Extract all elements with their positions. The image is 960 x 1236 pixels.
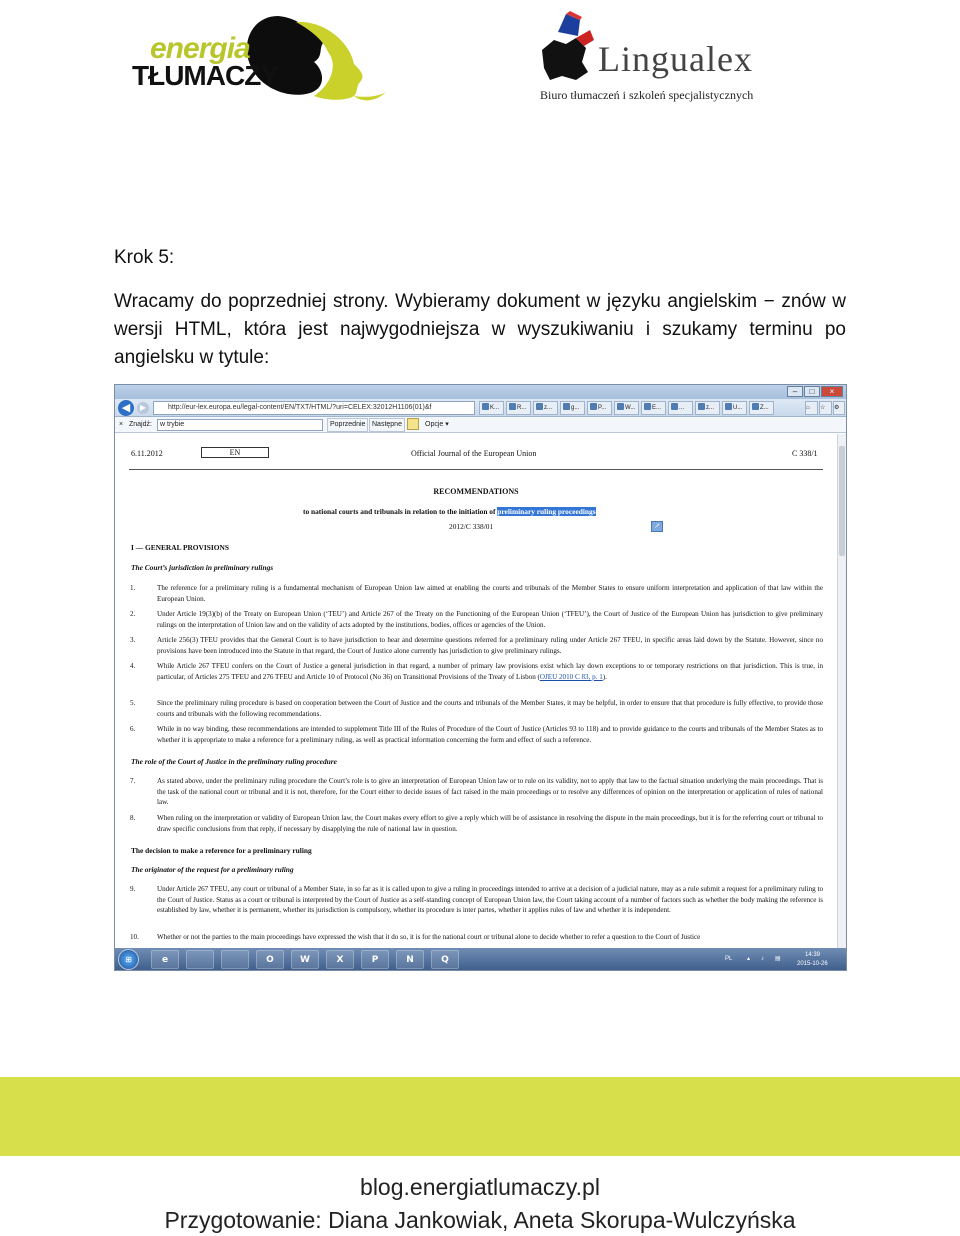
star-icon[interactable]: ☆: [819, 401, 832, 415]
item-number: 5.: [130, 699, 136, 707]
list-item: [131, 661, 823, 682]
document-page: [115, 434, 837, 948]
subheading-jurisdiction: The Court’s jurisdiction in preliminary rulings: [131, 563, 274, 572]
minimize-icon[interactable]: –: [787, 386, 803, 397]
network-icon[interactable]: ▤: [775, 956, 781, 962]
browser-tab[interactable]: [722, 401, 747, 415]
item-text: While Article 267 TFEU confers on the Court of Justice a general jurisdiction in that regard, a number of primary law provisions exist which lay down exceptions to or temporary restrictions on that jurisdiction. This is true, in particular, of Articles 275 TFEU and 276 TFEU and Article 10 of Protocol (No 36) on Transitional Provisions of the Treaty of Lisbon (: [157, 662, 823, 681]
tab-label: W...: [625, 405, 636, 411]
search-highlight: preliminary ruling proceedings: [497, 507, 596, 516]
speaker-icon[interactable]: ♪: [761, 956, 764, 962]
instruction-paragraph: Wracamy do poprzedniej strony. Wybieramy dokument w języku angielskim − znów w wersji HTML, która jest najwygodniejsza w wyszukiwaniu i szukamy terminu po angielsku w tytule:: [114, 291, 846, 368]
doc-lang-box: EN: [201, 447, 269, 458]
doc-date: 6.11.2012: [131, 449, 163, 458]
tab-favicon-icon: [590, 403, 597, 410]
map-flag-icon: [536, 10, 596, 86]
tab-favicon-icon: [617, 403, 624, 410]
logo-word-lingualex: Lingualex: [598, 39, 753, 79]
tab-label: z...: [544, 405, 553, 411]
tray-arrow-icon[interactable]: ▴: [747, 956, 751, 962]
item-number: 8.: [130, 814, 136, 822]
tab-label: P...: [598, 405, 607, 411]
list-item: [131, 698, 823, 719]
doc-heading: RECOMMENDATIONS: [433, 487, 519, 496]
item-text: Article 256(3) TFEU provides that the General Court is to have jurisdiction to hear and determine questions referred for a preliminary ruling under Article 267 TFEU, in specific areas laid down by the Statute. However, since no provisions have been introduced into the Statute in that regard, the Court of Justice alone currently has jurisdiction to give preliminary rulings.: [157, 636, 823, 655]
footer-band: [0, 1077, 960, 1156]
doc-number: 2012/C 338/01: [449, 522, 494, 531]
tray-date[interactable]: 2015-10-26: [797, 961, 828, 967]
vertical-scrollbar[interactable]: [837, 434, 846, 948]
subheading-originator: The originator of the request for a preliminary ruling: [131, 865, 294, 874]
item-number: 1.: [130, 584, 136, 592]
maximize-icon[interactable]: □: [804, 386, 820, 397]
find-input[interactable]: w trybie: [157, 419, 323, 431]
doc-rule: [129, 469, 823, 470]
item-text: Under Article 267 TFEU, any court or tribunal of a Member State, in so far as it is called upon to give a ruling in proceedings intended to arrive at a decision of a judicial nature, may as a rule submit a request for a preliminary ruling to the Court of Justice. Status as a court or tribunal is interpreted by the Court of Justice as a self-standing concept of European Union law, the Court taking account of a number of factors such as whether the body making the reference is established by law, whether it is permanent, whether its jurisdiction is compulsory, whether its procedure is inter partes, whether it applies rules of law and whether it is independent.: [157, 885, 823, 915]
list-item: [131, 884, 823, 916]
tab-label: R...: [517, 405, 527, 411]
tab-favicon-icon: [536, 403, 543, 410]
lingualex-logo: [536, 10, 782, 106]
tab-favicon-icon: [725, 403, 732, 410]
item-number: 3.: [130, 636, 136, 644]
ie-icon[interactable]: e: [151, 950, 179, 969]
logo-word-tlumaczy: TŁUMACZY: [132, 60, 278, 91]
browser-tab[interactable]: [695, 401, 720, 415]
accelerator-icon[interactable]: ↗: [651, 521, 663, 532]
logo-word-energia: energia: [150, 32, 250, 65]
back-arrow-icon[interactable]: ◀: [118, 400, 134, 416]
item-number: 7.: [130, 777, 136, 785]
find-label: Znajdź:: [129, 421, 152, 428]
tab-label: z...: [706, 405, 715, 411]
browser-tab[interactable]: [479, 401, 504, 415]
tab-favicon-icon: [671, 403, 678, 410]
ojeu-link[interactable]: OJEU 2010 C 83, p. 1: [539, 672, 603, 681]
tab-label: g...: [571, 405, 580, 411]
item-number: 4.: [130, 662, 136, 670]
tray-language[interactable]: PL: [725, 956, 733, 962]
doc-subtitle-text: to national courts and tribunals in relation to the initiation of: [303, 507, 498, 516]
start-button-icon[interactable]: ⊞: [118, 949, 139, 970]
item-number: 6.: [130, 725, 136, 733]
doc-subtitle: [303, 507, 596, 516]
close-icon[interactable]: ×: [821, 386, 843, 397]
address-bar-row: [115, 399, 846, 417]
list-item: [131, 932, 823, 943]
browser-tab[interactable]: [506, 401, 531, 415]
tray-time[interactable]: 14:39: [805, 952, 821, 958]
tab-favicon-icon: [563, 403, 570, 410]
browser-tab[interactable]: [533, 401, 558, 415]
list-item: [131, 609, 823, 630]
window-titlebar: [115, 385, 846, 399]
excel-icon[interactable]: X: [326, 950, 354, 969]
browser-tab[interactable]: [641, 401, 666, 415]
credits: Przygotowanie: Diana Jankowiak, Aneta Skorupa-Wulczyńska: [164, 1207, 796, 1233]
browser-tab[interactable]: [614, 401, 639, 415]
powerpoint-icon[interactable]: P: [361, 950, 389, 969]
list-item: [131, 776, 823, 808]
find-options-label: Opcje: [425, 421, 444, 428]
tab-favicon-icon: [509, 403, 516, 410]
list-item: [131, 635, 823, 656]
subheading-decision: The decision to make a reference for a preliminary ruling: [131, 846, 312, 855]
browser-tab[interactable]: [668, 401, 693, 415]
item-text-end: ).: [602, 672, 607, 681]
item-number: 2.: [130, 610, 136, 618]
item-number: 9.: [130, 885, 136, 893]
tab-favicon-icon: [698, 403, 705, 410]
item-text: The reference for a preliminary ruling is a fundamental mechanism of European Union law aimed at enabling the courts and tribunals of the Member States to ensure uniform interpretation and application of that law within the European Union.: [157, 584, 823, 603]
windows-taskbar: [115, 948, 846, 971]
forward-arrow-icon[interactable]: ▶: [137, 402, 149, 414]
tab-label: U...: [733, 405, 743, 411]
find-close-icon[interactable]: ×: [119, 421, 124, 428]
list-item: [131, 583, 823, 604]
item-text: Whether or not the parties to the main proceedings have expressed the wish that it do so, it is for the national court or tribunal alone to decide whether to refer a question to the Court of Justice: [157, 933, 701, 941]
system-tray: [721, 950, 843, 969]
doc-ref: C 338/1: [792, 449, 818, 458]
home-icon[interactable]: ⌂: [805, 401, 818, 415]
find-options-button[interactable]: Opcje ▾: [425, 421, 449, 428]
tab-label: Z...: [760, 405, 769, 411]
browser-screenshot: [114, 384, 847, 971]
app-icon[interactable]: Q: [431, 950, 459, 969]
tab-favicon-icon: [644, 403, 651, 410]
word-icon[interactable]: W: [291, 950, 319, 969]
item-text: Since the preliminary ruling procedure is based on cooperation between the Court of Justice and the courts and tribunals of the Member States, it may be helpful, in order to ensure that that procedure is fully effective, to provide those courts and tribunals with the following recommendations.: [157, 699, 823, 718]
item-text: Under Article 19(3)(b) of the Treaty on European Union (‘TEU’) and Article 267 of the Treaty on the Functioning of the European Union (‘TFEU’), the Court of Justice of the European Union has jurisdiction to give preliminary rulings on the interpretation of Union law and on the validity of acts adopted by the institutions, bodies, offices or agencies of the Union.: [157, 610, 823, 629]
url-field[interactable]: http://eur-lex.europa.eu/legal-content/EN/TXT/HTML/?uri=CELEX:32012H1106(01)&f: [153, 401, 475, 415]
list-item: [131, 813, 823, 834]
explorer-icon[interactable]: [186, 950, 214, 969]
tab-label: ...: [679, 405, 685, 411]
item-text: When ruling on the interpretation or validity of European Union law, the Court makes every effort to give a reply which will be of assistance in resolving the dispute in the main proceedings, but it is for the referring court or tribunal to draw specific conclusions from that reply, if necessary by disapplying the rule of national law in question.: [157, 814, 823, 833]
item-text: While in no way binding, these recommendations are intended to supplement Title III of the Rules of Procedure of the Court of Justice (Articles 93 to 118) and to provide guidance to the courts and tribunals of the Member States as to whether it is appropriate to make a reference for a preliminary ruling, as well as practical information concerning the form and effect of such a reference.: [157, 725, 823, 744]
highlight-icon[interactable]: [407, 418, 419, 430]
onenote-icon[interactable]: N: [396, 950, 424, 969]
outlook-icon[interactable]: O: [256, 950, 284, 969]
step-label: Krok 5:: [114, 247, 175, 268]
browser-tab[interactable]: [587, 401, 612, 415]
find-bar: [115, 417, 846, 433]
list-item: [131, 724, 823, 745]
gear-icon[interactable]: ⚙: [833, 401, 845, 415]
doc-journal: Official Journal of the European Union: [411, 449, 537, 458]
scrollbar-thumb[interactable]: [839, 446, 845, 556]
section-general-provisions: I — GENERAL PROVISIONS: [131, 543, 229, 552]
subheading-role: The role of the Court of Justice in the preliminary ruling procedure: [131, 757, 337, 766]
item-number: 10.: [130, 933, 139, 941]
tab-favicon-icon: [482, 403, 489, 410]
item-text: As stated above, under the preliminary ruling procedure the Court’s role is to give an interpretation of European Union law or to rule on its validity, not to apply that law to the factual situation underlying the main proceedings. That is the task of the national court or tribunal and it is not, therefore, for the Court either to decide issues of fact raised in the main proceedings or to resolve any differences of opinion on the interpretation or application of rules of national law.: [157, 777, 823, 807]
files-icon[interactable]: [221, 950, 249, 969]
find-previous-button[interactable]: Poprzednie: [327, 418, 368, 432]
blog-url: blog.energiatlumaczy.pl: [360, 1174, 600, 1200]
logo-tagline: Biuro tłumaczeń i szkoleń specjalistycznych: [540, 88, 754, 102]
tab-label: E...: [652, 405, 662, 411]
energia-tlumaczy-logo: [128, 12, 390, 102]
tab-label: K...: [490, 405, 500, 411]
tab-favicon-icon: [752, 403, 759, 410]
find-next-button[interactable]: Następne: [369, 418, 405, 432]
browser-tab[interactable]: [560, 401, 585, 415]
browser-tab[interactable]: [749, 401, 774, 415]
